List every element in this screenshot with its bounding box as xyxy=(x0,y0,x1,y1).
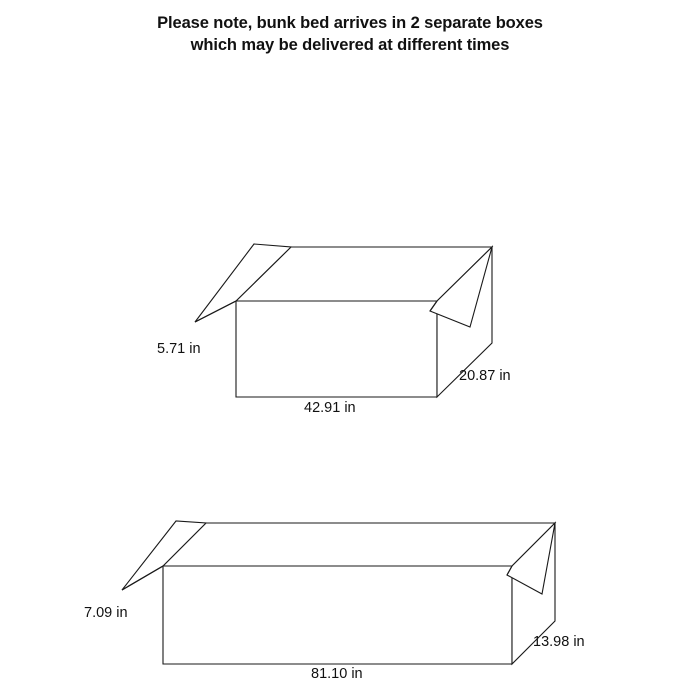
delivery-note-line-1: Please note, bunk bed arrives in 2 separate boxes xyxy=(157,14,543,32)
box-2-top-face xyxy=(163,523,555,566)
box-2-illustration xyxy=(122,521,555,664)
box-1-width-label: 42.91 in xyxy=(304,400,356,416)
box-2-front-face xyxy=(163,566,512,664)
box-2-width-label: 81.10 in xyxy=(311,666,363,682)
box-2-height-label: 7.09 in xyxy=(84,605,128,621)
box-2-depth-label: 13.98 in xyxy=(533,634,585,650)
delivery-note-line-2: which may be delivered at different times xyxy=(190,36,510,54)
box-1-illustration xyxy=(195,244,492,397)
box-1-height-label: 5.71 in xyxy=(157,341,201,357)
box-1-front-face xyxy=(236,301,437,397)
box-1-depth-label: 20.87 in xyxy=(459,368,511,384)
